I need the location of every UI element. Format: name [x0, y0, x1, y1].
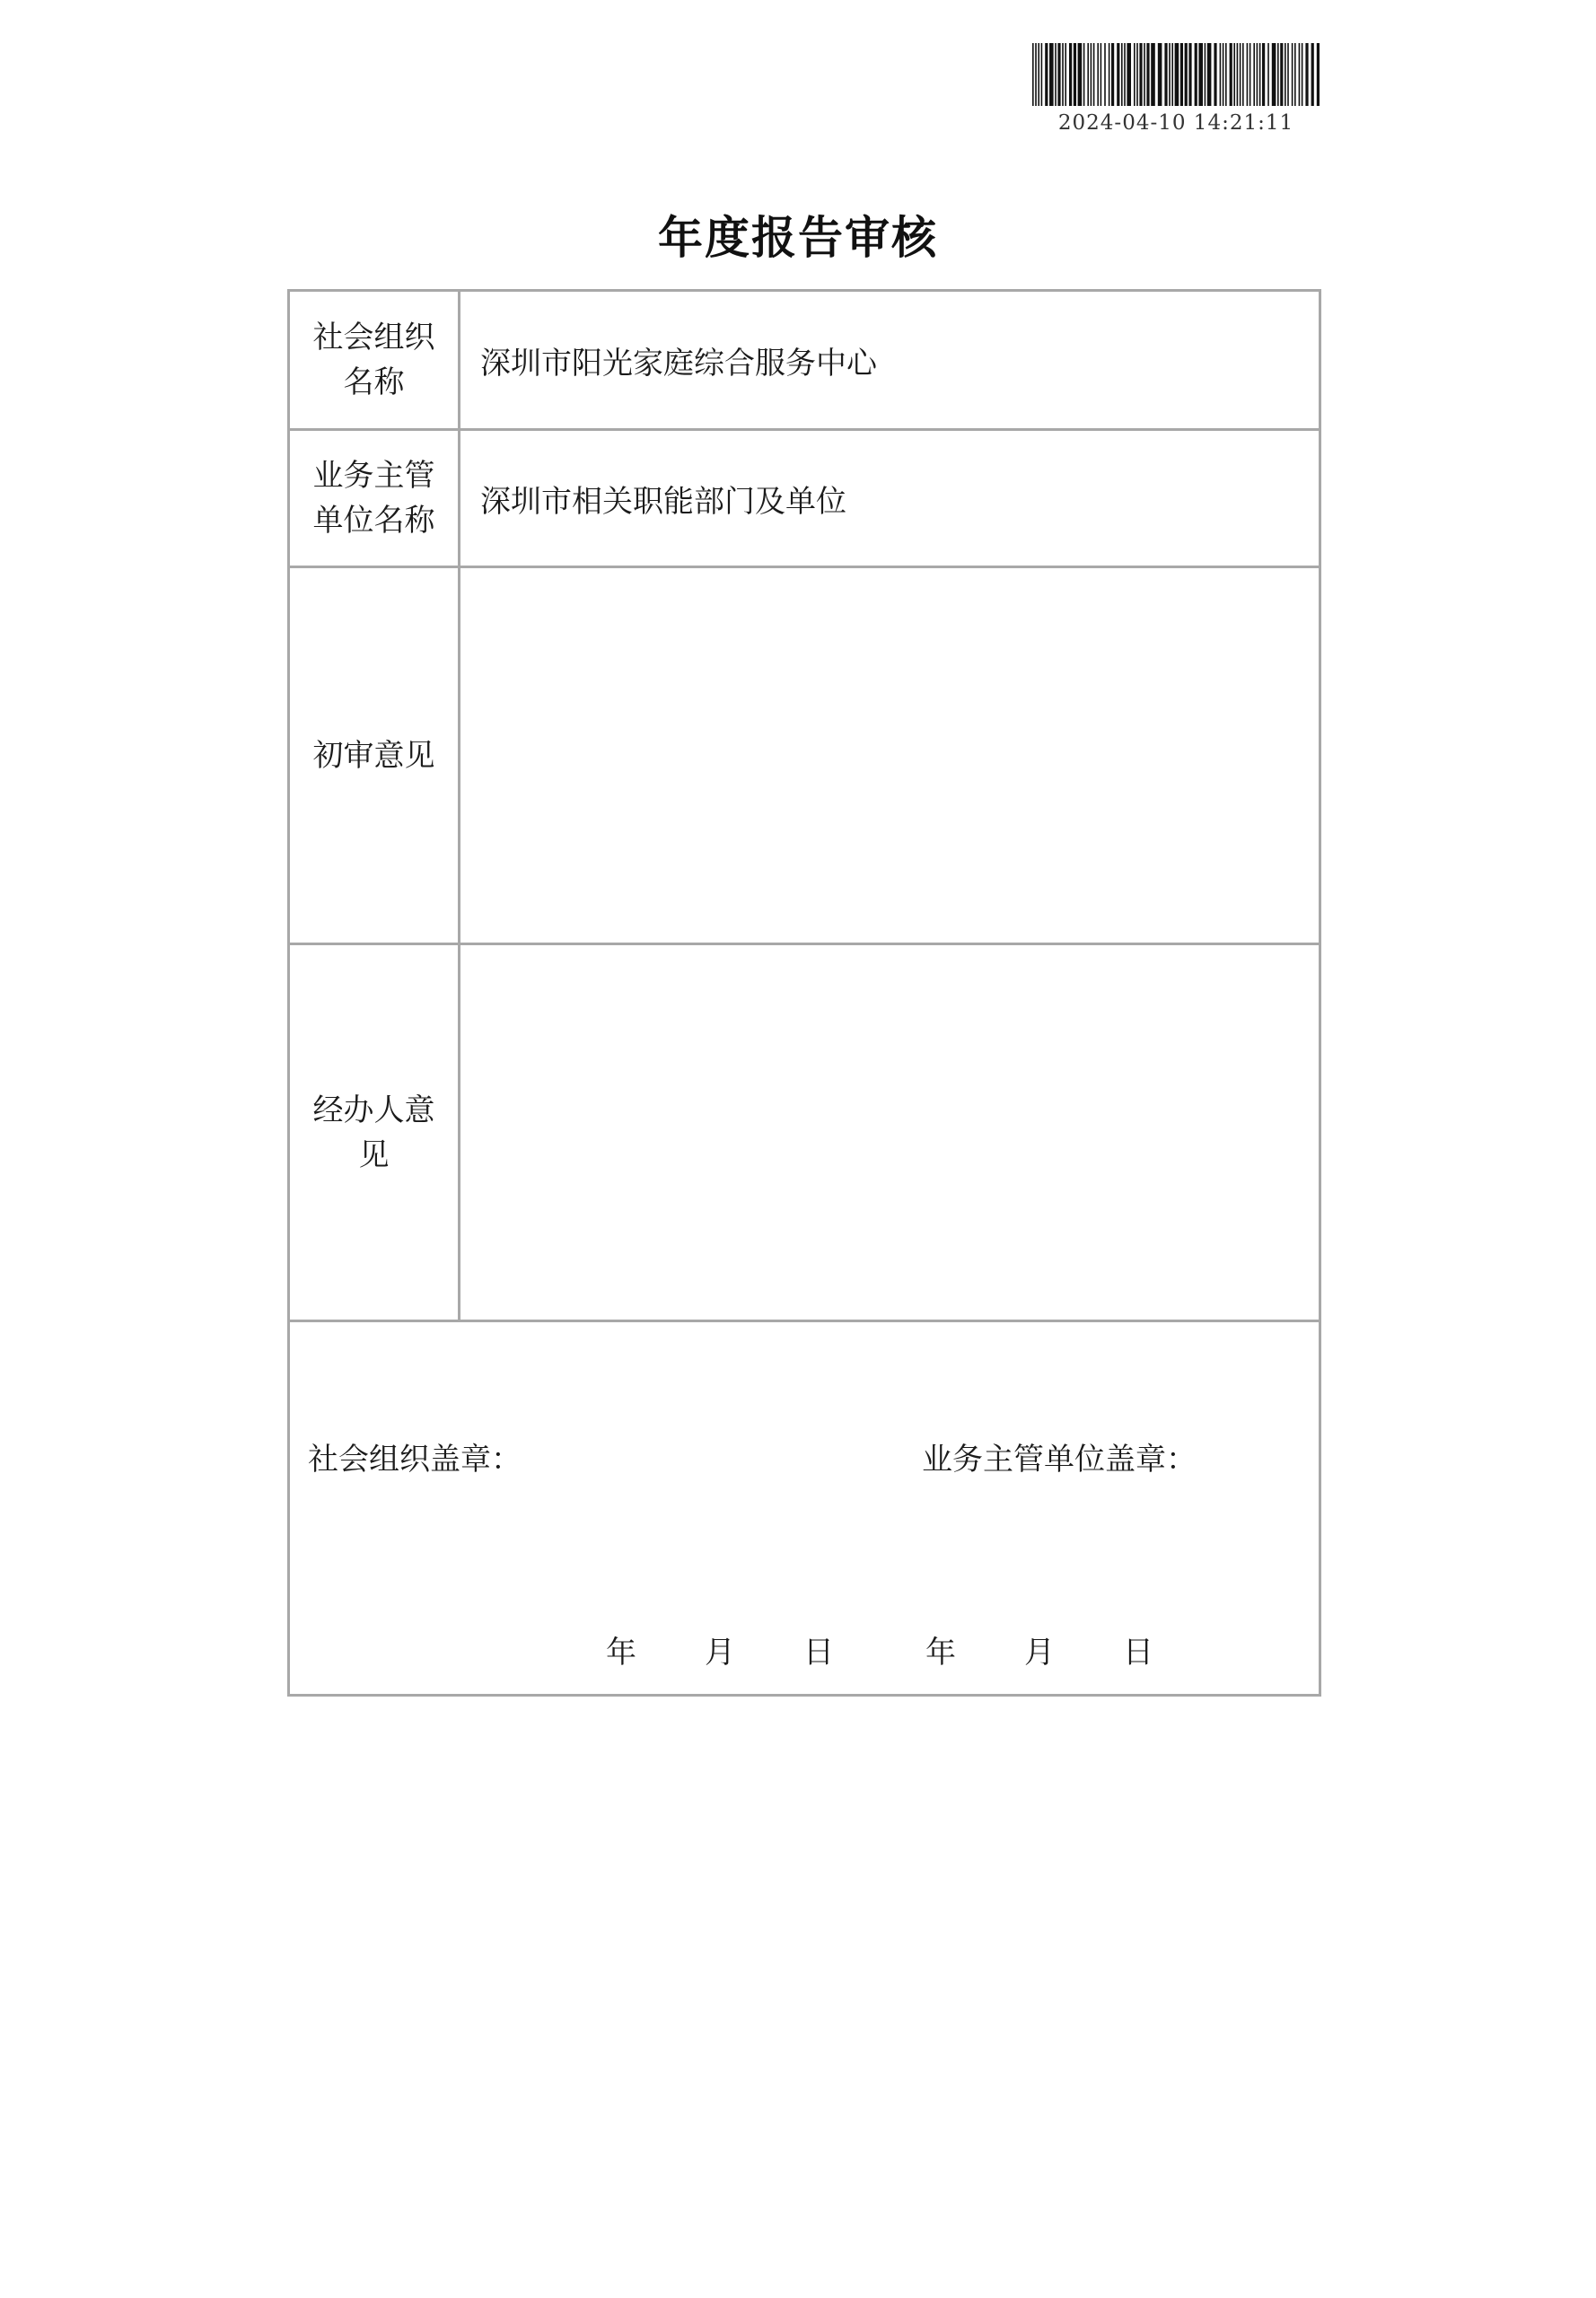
page-title: 年度报告审核: [658, 212, 938, 264]
supervisor-seal-date-day: 日: [1123, 1635, 1153, 1671]
supervisor-name-label: 业务主管单位名称: [290, 431, 460, 566]
initial-review-field[interactable]: [460, 568, 1319, 943]
org-seal-date-year: 年: [606, 1635, 636, 1671]
org-name-label: 社会组织名称: [290, 292, 460, 428]
barcode-timestamp: 2024-04-10 14:21:11: [1057, 111, 1294, 135]
org-seal-label: 社会组织盖章：: [308, 1442, 522, 1478]
row-org-name: [290, 292, 1319, 431]
row-supervisor-name: [290, 431, 1319, 568]
row-seal: [290, 1322, 1319, 1694]
org-seal-date-day: 日: [803, 1635, 834, 1671]
review-form: [287, 289, 1321, 1697]
supervisor-seal-date-year: 年: [925, 1635, 956, 1671]
supervisor-name-value[interactable]: 深圳市相关职能部门及单位: [480, 483, 846, 520]
org-seal-date-month: 月: [705, 1635, 735, 1671]
row-initial-review: [290, 568, 1319, 945]
supervisor-seal-date-month: 月: [1024, 1635, 1055, 1671]
row-handler-opinion: [290, 945, 1319, 1322]
supervisor-seal-label: 业务主管单位盖章：: [922, 1442, 1197, 1478]
barcode-image: [1032, 43, 1320, 106]
handler-opinion-label: 经办人意见: [290, 945, 460, 1320]
org-name-value[interactable]: 深圳市阳光家庭综合服务中心: [480, 345, 877, 382]
initial-review-label: 初审意见: [290, 568, 460, 943]
handler-opinion-field[interactable]: [460, 945, 1319, 1320]
barcode-block: [1032, 43, 1320, 135]
